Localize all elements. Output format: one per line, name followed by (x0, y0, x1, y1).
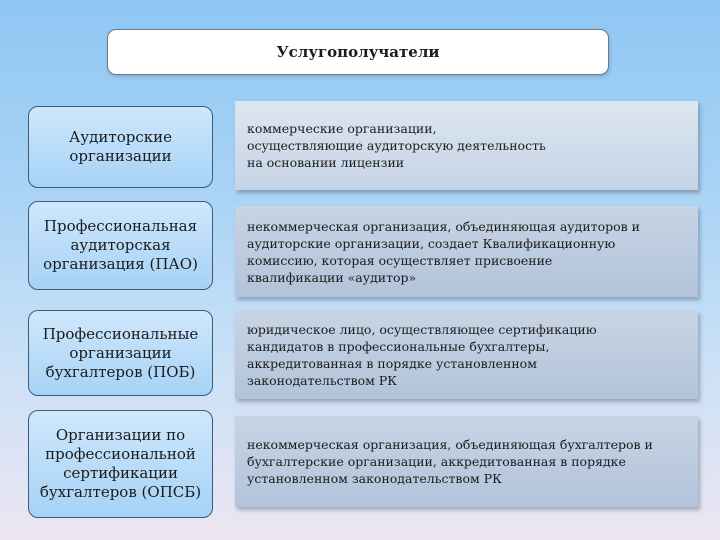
right-box-pob (235, 311, 698, 399)
right-box-description: коммерческие организации, осуществляющие аудиторскую деятельность на основании лицензии (247, 121, 546, 170)
right-box-opsb (235, 416, 698, 507)
right-box-description: некоммерческая организация, объединяющая бухгалтеров и бухгалтерские организации, аккредитованная в порядке установленном законодательством РК (247, 437, 653, 486)
title-box (107, 29, 609, 75)
left-box-auditor-orgs (28, 106, 213, 188)
right-box-description: некоммерческая организация, объединяющая аудиторов и аудиторские организации, создает Квалификационную комиссию, которая осуществляет присвоение квалификации «аудитор» (247, 218, 640, 285)
left-box-label: Профессиональная аудиторская организация (ПАО) (43, 217, 198, 273)
right-box-auditor-orgs (235, 101, 698, 190)
right-box-pao (235, 206, 698, 297)
title-text: Услугополучатели (276, 43, 440, 61)
left-box-opsb (28, 410, 213, 518)
left-box-label: Аудиторские организации (68, 128, 172, 165)
left-box-label: Профессиональные организации бухгалтеров (ПОБ) (42, 324, 199, 381)
right-box-description: юридическое лицо, осуществляющее сертификацию кандидатов в профессиональные бухгалтеры, аккредитованная в порядке установленном законодательством РК (247, 322, 597, 388)
left-box-pob (28, 310, 213, 396)
left-box-label: Организации по профессиональной сертификации бухгалтеров (ОПСБ) (39, 426, 202, 501)
left-box-pao (28, 201, 213, 290)
